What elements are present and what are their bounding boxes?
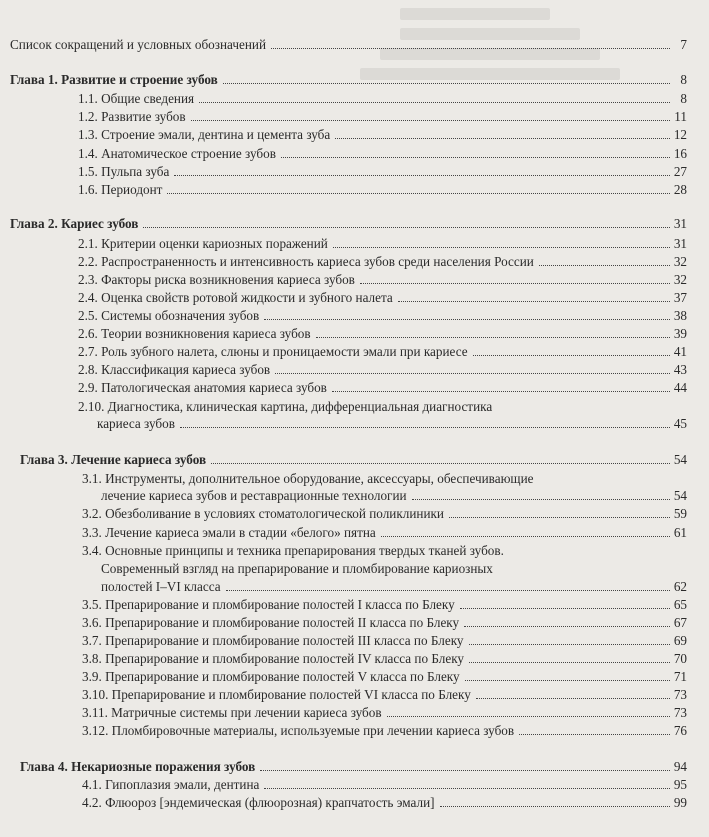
toc-entry[interactable] xyxy=(78,236,687,252)
leader-dots xyxy=(260,769,670,771)
toc-entry[interactable] xyxy=(82,777,687,793)
toc-entry[interactable] xyxy=(78,380,687,396)
toc-entry-abbreviations[interactable] xyxy=(10,37,687,53)
toc-entry-page: 73 xyxy=(673,687,687,702)
toc-chapter-title: Глава 1. Развитие и строение зубов xyxy=(10,72,218,87)
toc-chapter-title: Глава 2. Кариес зубов xyxy=(10,216,139,231)
toc-entry-title-line: 3.4. Основные принципы и техника препарирования твердых тканей зубов. xyxy=(82,543,504,558)
toc-entry[interactable] xyxy=(82,525,687,541)
toc-entry-title: 3.11. Матричные системы при лечении кариеса зубов xyxy=(82,705,382,720)
toc-entry[interactable] xyxy=(97,416,687,432)
toc-entry-title: 2.3. Факторы риска возникновения кариеса зубов xyxy=(78,272,355,287)
toc-entry-page: 54 xyxy=(673,452,687,467)
leader-dots xyxy=(360,282,670,284)
toc-entry-page: 8 xyxy=(680,91,687,106)
leader-dots xyxy=(316,336,670,338)
toc-entry-title: 3.6. Препарирование и пломбирование полостей II класса по Блеку xyxy=(82,615,460,630)
toc-entry-page: 32 xyxy=(673,254,687,269)
toc-entry[interactable] xyxy=(78,308,687,324)
toc-chapter-4[interactable] xyxy=(20,759,687,775)
toc-entry[interactable] xyxy=(78,272,687,288)
toc-entry[interactable] xyxy=(101,488,687,504)
leader-dots xyxy=(226,589,670,591)
toc-entry-page: 76 xyxy=(673,723,687,738)
toc-entry-title: 1.3. Строение эмали, дентина и цемента зуба xyxy=(78,127,331,142)
toc-entry-page: 43 xyxy=(673,362,687,377)
leader-dots xyxy=(387,715,670,717)
toc-entry-page: 16 xyxy=(673,146,687,161)
toc-entry[interactable] xyxy=(101,579,687,595)
toc-entry[interactable] xyxy=(78,164,687,180)
leader-dots xyxy=(199,101,670,103)
toc-entry-page: 67 xyxy=(673,615,687,630)
leader-dots xyxy=(539,264,670,266)
toc-entry-title: 2.6. Теории возникновения кариеса зубов xyxy=(78,326,311,341)
toc-entry-title: 2.8. Классификация кариеса зубов xyxy=(78,362,271,377)
toc-entry-title: 4.2. Флюороз [эндемическая (флюорозная) крапчатость эмали] xyxy=(82,795,435,810)
toc-entry[interactable] xyxy=(78,290,687,306)
toc-entry-title: Список сокращений и условных обозначений xyxy=(10,37,266,52)
toc-entry-title: 3.9. Препарирование и пломбирование полостей V класса по Блеку xyxy=(82,669,460,684)
leader-dots xyxy=(271,47,670,49)
toc-entry-title: 2.5. Системы обозначения зубов xyxy=(78,308,260,323)
toc-entry-page: 99 xyxy=(673,795,687,810)
toc-entry-title: 3.5. Препарирование и пломбирование полостей I класса по Блеку xyxy=(82,597,455,612)
toc-entry[interactable] xyxy=(82,633,687,649)
toc-chapter-2[interactable] xyxy=(10,216,687,232)
toc-entry-title: 2.2. Распространенность и интенсивность кариеса зубов среди населения России xyxy=(78,254,534,269)
leader-dots xyxy=(469,643,670,645)
leader-dots xyxy=(449,516,670,518)
leader-dots xyxy=(174,174,670,176)
leader-dots xyxy=(281,156,670,158)
toc-entry-page: 12 xyxy=(673,127,687,142)
toc-entry-title: 2.9. Патологическая анатомия кариеса зубов xyxy=(78,380,327,395)
toc-entry-title: 3.3. Лечение кариеса эмали в стадии «белого» пятна xyxy=(82,525,376,540)
toc-entry-page: 62 xyxy=(673,579,687,594)
toc-entry[interactable] xyxy=(82,651,687,667)
toc-entry[interactable] xyxy=(78,344,687,360)
toc-entry[interactable] xyxy=(78,326,687,342)
toc-entry-title: 2.1. Критерии оценки кариозных поражений xyxy=(78,236,328,251)
toc-entry-page: 8 xyxy=(680,72,687,87)
toc-entry-title-line: 2.10. Диагностика, клиническая картина, дифференциальная диагностика xyxy=(78,399,493,414)
leader-dots xyxy=(464,625,670,627)
toc-entry-page: 70 xyxy=(673,651,687,666)
leader-dots xyxy=(264,318,670,320)
toc-entry-title: лечение кариеса зубов и реставрационные технологии xyxy=(101,488,407,503)
toc-entry-title-line: Современный взгляд на препарирование и пломбирование кариозных xyxy=(101,561,493,576)
toc-entry-page: 31 xyxy=(673,216,687,231)
toc-entry-page: 69 xyxy=(673,633,687,648)
toc-entry-page: 44 xyxy=(673,380,687,395)
toc-entry-title: 1.1. Общие сведения xyxy=(78,91,195,106)
leader-dots xyxy=(223,82,670,84)
leader-dots xyxy=(143,226,670,228)
toc-entry-page: 11 xyxy=(674,109,687,124)
leader-dots xyxy=(412,498,670,500)
toc-entry-title: 3.10. Препарирование и пломбирование полостей VI класса по Блеку xyxy=(82,687,471,702)
leader-dots xyxy=(211,462,670,464)
toc-entry-page: 61 xyxy=(673,525,687,540)
toc-entry[interactable] xyxy=(78,362,687,378)
toc-entry-page: 45 xyxy=(673,416,687,431)
leader-dots xyxy=(264,787,670,789)
toc-entry[interactable] xyxy=(82,615,687,631)
toc-entry[interactable] xyxy=(78,254,687,270)
toc-entry-title: 1.5. Пульпа зуба xyxy=(78,164,170,179)
toc-entry-page: 32 xyxy=(673,272,687,287)
leader-dots xyxy=(191,119,670,121)
toc-entry-page: 59 xyxy=(673,506,687,521)
toc-entry-title: 3.8. Препарирование и пломбирование полостей IV класса по Блеку xyxy=(82,651,465,666)
toc-entry[interactable] xyxy=(82,687,687,703)
toc-entry[interactable] xyxy=(78,91,687,107)
toc-entry-page: 65 xyxy=(673,597,687,612)
leader-dots xyxy=(519,733,670,735)
toc-entry-title: 1.4. Анатомическое строение зубов xyxy=(78,146,276,161)
leader-dots xyxy=(381,535,670,537)
toc-entry-title: 3.12. Пломбировочные материалы, используемые при лечении кариеса зубов xyxy=(82,723,515,738)
toc-entry[interactable] xyxy=(82,506,687,522)
toc-entry-title: 4.1. Гипоплазия эмали, дентина xyxy=(82,777,260,792)
leader-dots xyxy=(333,246,670,248)
leader-dots xyxy=(465,679,670,681)
leader-dots xyxy=(398,300,670,302)
toc-entry-title: кариеса зубов xyxy=(97,416,175,431)
leader-dots xyxy=(332,390,670,392)
leader-dots xyxy=(440,805,670,807)
toc-chapter-3[interactable] xyxy=(20,452,687,468)
toc-entry[interactable] xyxy=(82,723,687,739)
toc-entry-page: 28 xyxy=(673,182,687,197)
leader-dots xyxy=(473,354,670,356)
toc-entry-page: 37 xyxy=(673,290,687,305)
toc-entry[interactable] xyxy=(82,795,687,811)
toc-entry-title-line: 3.1. Инструменты, дополнительное оборудование, аксессуары, обеспечивающие xyxy=(82,471,534,486)
toc-entry-page: 71 xyxy=(673,669,687,684)
toc-entry-page: 7 xyxy=(680,37,687,52)
leader-dots xyxy=(476,697,670,699)
leader-dots xyxy=(469,661,670,663)
toc-entry[interactable] xyxy=(78,146,687,162)
toc-entry-page: 27 xyxy=(673,164,687,179)
toc-entry-title: 1.6. Периодонт xyxy=(78,182,163,197)
toc-entry[interactable] xyxy=(82,597,687,613)
toc-entry-title: 2.7. Роль зубного налета, слюны и проницаемости эмали при кариесе xyxy=(78,344,468,359)
leader-dots xyxy=(335,137,670,139)
toc-entry[interactable] xyxy=(78,127,687,143)
toc-entry[interactable] xyxy=(82,705,687,721)
toc-entry[interactable] xyxy=(78,182,687,198)
leader-dots xyxy=(167,192,670,194)
toc-entry-title: 3.7. Препарирование и пломбирование полостей III класса по Блеку xyxy=(82,633,464,648)
toc-entry-title: 3.2. Обезболивание в условиях стоматологической поликлиники xyxy=(82,506,444,521)
toc-entry[interactable] xyxy=(82,669,687,685)
toc-entry-page: 54 xyxy=(673,488,687,503)
toc-entry-page: 73 xyxy=(673,705,687,720)
toc-entry-page: 31 xyxy=(673,236,687,251)
leader-dots xyxy=(460,607,670,609)
toc-entry-page: 95 xyxy=(673,777,687,792)
toc-entry-title: 2.4. Оценка свойств ротовой жидкости и зубного налета xyxy=(78,290,393,305)
toc-chapter-1[interactable] xyxy=(10,72,687,88)
toc-entry-page: 94 xyxy=(673,759,687,774)
toc-entry-page: 38 xyxy=(673,308,687,323)
leader-dots xyxy=(180,426,670,428)
toc-entry-title: 1.2. Развитие зубов xyxy=(78,109,186,124)
toc-entry-page: 39 xyxy=(673,326,687,341)
toc-chapter-title: Глава 4. Некариозные поражения зубов xyxy=(20,759,256,774)
toc-entry-title: полостей I–VI класса xyxy=(101,579,221,594)
toc-entry-page: 41 xyxy=(673,344,687,359)
toc-chapter-title: Глава 3. Лечение кариеса зубов xyxy=(20,452,207,467)
leader-dots xyxy=(275,372,670,374)
toc-entry[interactable] xyxy=(78,109,687,125)
